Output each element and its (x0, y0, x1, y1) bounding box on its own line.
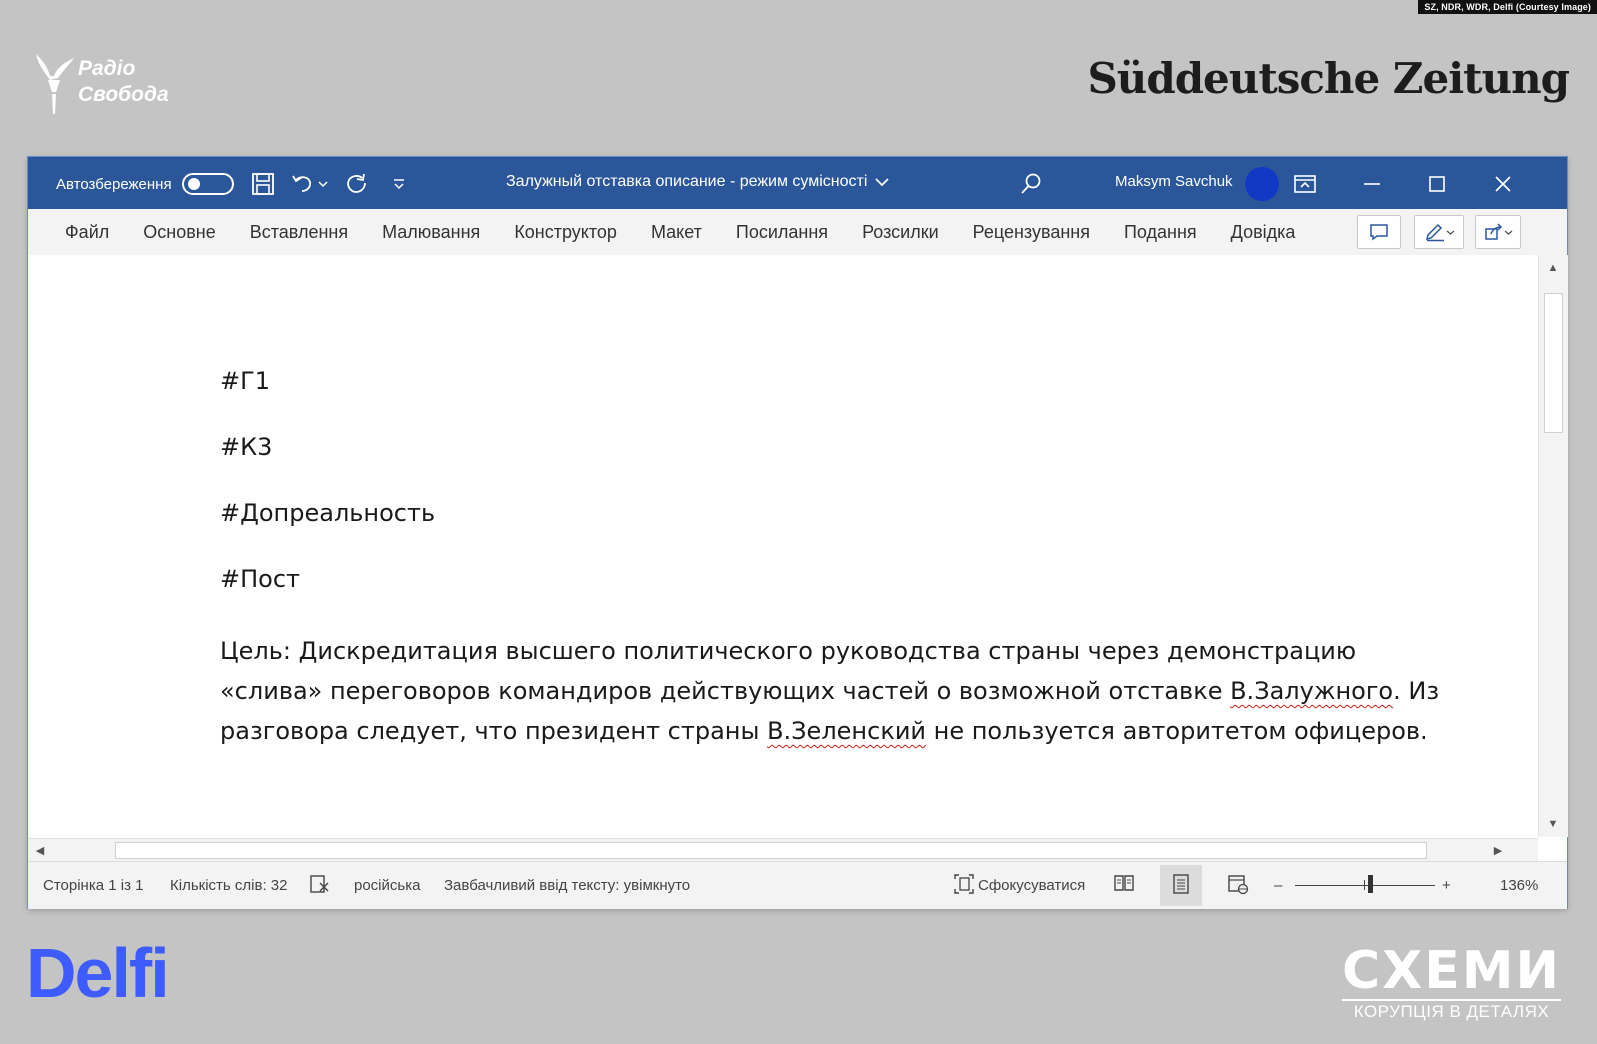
zoom-out-button[interactable]: – (1274, 877, 1283, 894)
autosave-toggle[interactable] (182, 173, 234, 195)
menu-item[interactable]: Конструктор (514, 221, 617, 242)
menu-item[interactable]: Основне (143, 221, 216, 242)
autosave[interactable] (56, 173, 234, 195)
menu-item[interactable]: Подання (1123, 221, 1197, 242)
zoom-slider-knob[interactable] (1368, 875, 1373, 893)
avatar[interactable] (1245, 167, 1279, 201)
menu-item[interactable]: Макет (650, 221, 702, 242)
para-text: . Из разговора следует, что президент страны (220, 677, 1440, 745)
predictive-text-status[interactable]: Завбачливий ввід тексту: увімкнуто (444, 877, 691, 894)
comment-icon (1369, 223, 1389, 241)
minimize-icon[interactable] (1359, 171, 1385, 197)
photo-credit: SZ, NDR, WDR, Delfi (Courtesy Image) (1418, 0, 1597, 14)
word-window (28, 157, 1567, 908)
ribbon-tabs (28, 209, 1567, 256)
close-icon[interactable] (1490, 171, 1516, 197)
maximize-icon[interactable] (1424, 171, 1450, 197)
menu-item[interactable]: Рецензування (972, 221, 1090, 242)
status-bar (28, 861, 1567, 909)
save-icon[interactable] (250, 171, 276, 197)
editing-button[interactable] (1414, 215, 1464, 249)
document-body[interactable] (220, 367, 1440, 751)
vertical-scroll-thumb[interactable] (1544, 293, 1563, 433)
search-icon[interactable] (1018, 171, 1044, 197)
page-count[interactable]: Сторінка 1 із 1 (43, 877, 144, 894)
undo-dropdown-icon[interactable] (316, 171, 330, 197)
sueddeutsche-logo: Süddeutsche Zeitung (1087, 54, 1569, 103)
menu-item[interactable]: Довідка (1230, 221, 1296, 242)
autosave-label: Автозбереження (56, 175, 172, 193)
misspelled-word[interactable]: В.Залужного (1230, 677, 1394, 705)
scroll-left-arrow-icon[interactable]: ◀ (35, 844, 45, 857)
tag-line: #К3 (220, 433, 273, 461)
vertical-scrollbar[interactable] (1538, 255, 1568, 837)
share-chevron-down-icon (1504, 229, 1513, 236)
focus-icon[interactable] (953, 873, 975, 899)
editing-chevron-down-icon (1446, 229, 1455, 236)
radio-svoboda-line2: Свобода (78, 83, 169, 106)
radio-svoboda-logo (28, 46, 169, 118)
document-title[interactable] (506, 173, 889, 191)
menu-item[interactable]: Розсилки (862, 221, 939, 242)
zoom-slider-track[interactable] (1295, 885, 1435, 886)
menu-item[interactable]: Малювання (382, 221, 481, 242)
customize-toolbar-icon[interactable] (386, 171, 412, 197)
menu-bar (48, 209, 1312, 255)
document-page[interactable] (28, 255, 1538, 838)
title-bar (28, 157, 1567, 209)
focus-mode[interactable]: Сфокусуватися (978, 877, 1086, 894)
zoom-level[interactable]: 136% (1500, 877, 1539, 894)
misspelled-word[interactable]: В.Зеленский (767, 717, 927, 745)
zoom-in-button[interactable]: + (1442, 877, 1451, 894)
horizontal-scrollbar[interactable] (28, 838, 1538, 862)
undo-icon[interactable] (289, 171, 315, 197)
scroll-down-arrow-icon[interactable]: ▼ (1547, 818, 1559, 830)
tag-line: #Допреальность (220, 499, 436, 527)
menu-item[interactable]: Вставлення (249, 221, 349, 242)
comments-button[interactable] (1357, 215, 1401, 249)
scroll-up-arrow-icon[interactable]: ▲ (1547, 262, 1559, 274)
web-layout-icon[interactable] (1227, 873, 1249, 899)
para-text: Цель: Дискредитация высшего политического руководства страны через демонстрацию «слива» переговоров командиров действующих частей о возможной отставке (220, 637, 1357, 705)
shemy-logo-title: СХЕМИ (1341, 941, 1561, 1001)
horizontal-scroll-thumb[interactable] (115, 842, 1427, 859)
para-text: не пользуется авторитетом офицеров. (926, 717, 1428, 745)
zoom-slider-center-mark (1364, 880, 1365, 890)
torch-logo-icon (28, 46, 78, 118)
pencil-icon (1424, 222, 1446, 242)
tag-line: #Пост (220, 565, 301, 593)
shemy-logo (1341, 941, 1561, 1022)
radio-svoboda-line1: Радіо (78, 57, 136, 80)
goal-paragraph (220, 631, 1440, 751)
ribbon-display-options-icon[interactable] (1292, 171, 1318, 197)
share-button[interactable] (1475, 215, 1521, 249)
language[interactable]: російська (354, 877, 421, 894)
read-mode-icon[interactable] (1113, 873, 1135, 897)
word-count[interactable]: Кількість слів: 32 (170, 877, 288, 894)
redo-icon[interactable] (343, 171, 369, 197)
shemy-logo-tagline: КОРУПЦІЯ В ДЕТАЛЯХ (1342, 999, 1561, 1022)
print-layout-icon[interactable] (1170, 873, 1192, 899)
tag-line: #Г1 (220, 367, 271, 395)
menu-item[interactable]: Файл (65, 221, 110, 242)
proofing-icon[interactable] (309, 873, 331, 899)
scroll-right-arrow-icon[interactable]: ▶ (1493, 844, 1503, 857)
user-name[interactable]: Maksym Savchuk (1115, 173, 1233, 190)
document-title-text: Залужный отставка описание - режим сумісності (506, 173, 868, 190)
delfi-logo: Delfi (26, 934, 168, 1012)
share-icon (1484, 223, 1504, 241)
menu-item[interactable]: Посилання (735, 221, 829, 242)
title-chevron-down-icon (875, 177, 889, 187)
